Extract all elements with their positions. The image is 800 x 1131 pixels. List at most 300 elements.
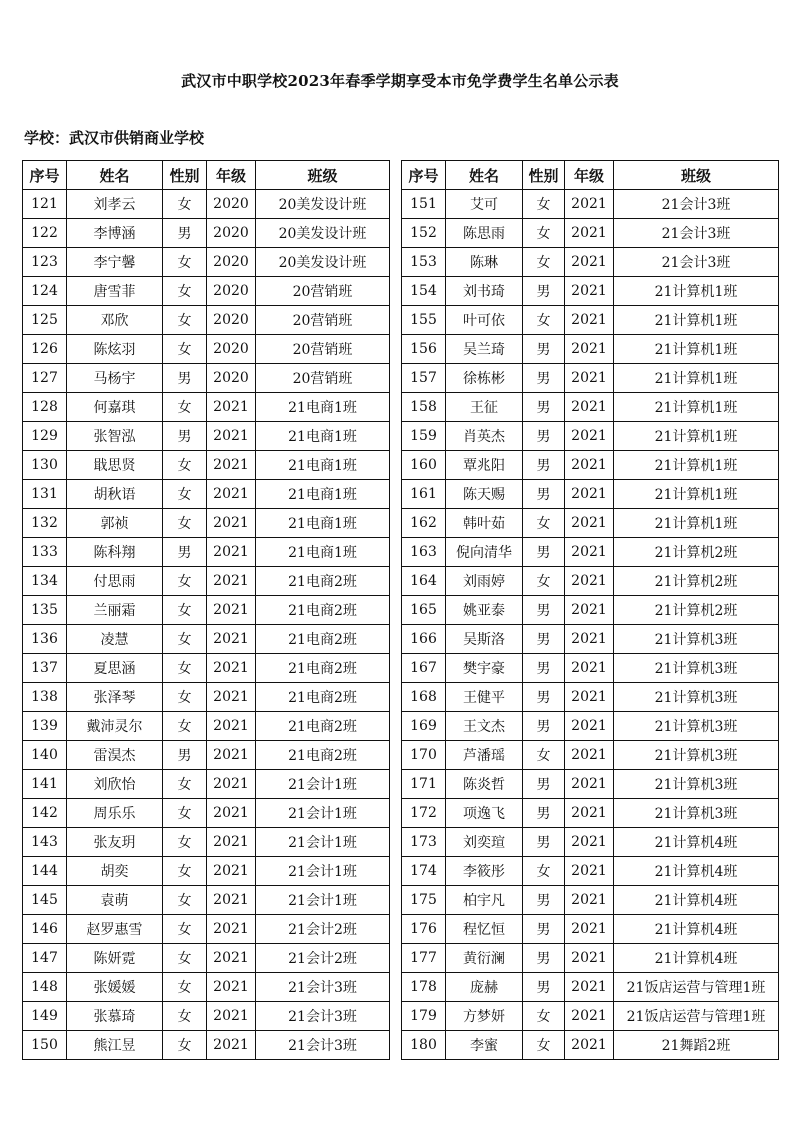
cell-class: 21会计1班 bbox=[256, 886, 390, 915]
table-row bbox=[23, 799, 390, 828]
cell-gender: 男 bbox=[523, 944, 565, 973]
table-row bbox=[23, 886, 390, 915]
cell-class: 21会计3班 bbox=[614, 219, 779, 248]
cell-grade: 2021 bbox=[207, 944, 256, 973]
table-row bbox=[23, 596, 390, 625]
cell-index: 167 bbox=[402, 654, 446, 683]
cell-grade: 2021 bbox=[565, 248, 614, 277]
cell-name: 柏宇凡 bbox=[446, 886, 523, 915]
cell-index: 151 bbox=[402, 190, 446, 219]
table-row bbox=[23, 625, 390, 654]
cell-class: 21计算机2班 bbox=[614, 538, 779, 567]
table-row bbox=[402, 596, 779, 625]
cell-grade: 2021 bbox=[565, 335, 614, 364]
cell-gender: 女 bbox=[523, 306, 565, 335]
cell-gender: 女 bbox=[163, 654, 207, 683]
cell-name: 胡奕 bbox=[67, 857, 163, 886]
table-row bbox=[23, 1002, 390, 1031]
cell-name: 李筱彤 bbox=[446, 857, 523, 886]
cell-grade: 2021 bbox=[207, 770, 256, 799]
cell-class: 21计算机4班 bbox=[614, 944, 779, 973]
cell-grade: 2021 bbox=[565, 828, 614, 857]
cell-index: 147 bbox=[23, 944, 67, 973]
cell-index: 137 bbox=[23, 654, 67, 683]
cell-name: 姚亚泰 bbox=[446, 596, 523, 625]
cell-index: 126 bbox=[23, 335, 67, 364]
cell-grade: 2021 bbox=[207, 915, 256, 944]
cell-grade: 2021 bbox=[207, 596, 256, 625]
header-gender: 性别 bbox=[163, 161, 207, 190]
cell-gender: 女 bbox=[163, 625, 207, 654]
cell-name: 肖英杰 bbox=[446, 422, 523, 451]
cell-grade: 2021 bbox=[565, 915, 614, 944]
cell-grade: 2021 bbox=[207, 857, 256, 886]
cell-gender: 女 bbox=[523, 219, 565, 248]
cell-class: 21会计1班 bbox=[256, 828, 390, 857]
cell-class: 21会计2班 bbox=[256, 944, 390, 973]
cell-grade: 2021 bbox=[207, 625, 256, 654]
cell-grade: 2020 bbox=[207, 364, 256, 393]
cell-name: 陈天赐 bbox=[446, 480, 523, 509]
cell-class: 21会计3班 bbox=[256, 973, 390, 1002]
table-row bbox=[402, 393, 779, 422]
cell-name: 戴沛灵尔 bbox=[67, 712, 163, 741]
table-row bbox=[23, 422, 390, 451]
table-row bbox=[402, 712, 779, 741]
cell-index: 178 bbox=[402, 973, 446, 1002]
cell-class: 21饭店运营与管理1班 bbox=[614, 1002, 779, 1031]
cell-gender: 男 bbox=[523, 973, 565, 1002]
page-title: 武汉市中职学校2023年春季学期享受本市免学费学生名单公示表 bbox=[181, 72, 619, 90]
cell-index: 153 bbox=[402, 248, 446, 277]
table-row bbox=[402, 306, 779, 335]
cell-grade: 2021 bbox=[207, 973, 256, 1002]
cell-class: 21电商2班 bbox=[256, 712, 390, 741]
table-row bbox=[23, 538, 390, 567]
cell-grade: 2021 bbox=[207, 654, 256, 683]
cell-grade: 2021 bbox=[565, 857, 614, 886]
cell-gender: 男 bbox=[523, 422, 565, 451]
cell-index: 121 bbox=[23, 190, 67, 219]
cell-gender: 女 bbox=[523, 1002, 565, 1031]
table-row bbox=[402, 335, 779, 364]
cell-name: 李宁馨 bbox=[67, 248, 163, 277]
cell-index: 172 bbox=[402, 799, 446, 828]
cell-gender: 男 bbox=[163, 538, 207, 567]
cell-class: 21计算机1班 bbox=[614, 509, 779, 538]
cell-name: 张泽琴 bbox=[67, 683, 163, 712]
cell-grade: 2021 bbox=[565, 973, 614, 1002]
table-row bbox=[402, 451, 779, 480]
cell-grade: 2020 bbox=[207, 190, 256, 219]
cell-class: 20营销班 bbox=[256, 364, 390, 393]
cell-gender: 男 bbox=[163, 422, 207, 451]
cell-name: 吴斯洛 bbox=[446, 625, 523, 654]
cell-class: 20营销班 bbox=[256, 335, 390, 364]
cell-gender: 女 bbox=[523, 857, 565, 886]
cell-name: 陈科翔 bbox=[67, 538, 163, 567]
cell-name: 王征 bbox=[446, 393, 523, 422]
cell-gender: 女 bbox=[163, 335, 207, 364]
cell-class: 21电商2班 bbox=[256, 596, 390, 625]
cell-grade: 2021 bbox=[565, 944, 614, 973]
cell-class: 21计算机4班 bbox=[614, 886, 779, 915]
cell-name: 张友玥 bbox=[67, 828, 163, 857]
cell-gender: 女 bbox=[163, 393, 207, 422]
cell-gender: 男 bbox=[523, 770, 565, 799]
table-row bbox=[402, 770, 779, 799]
cell-index: 164 bbox=[402, 567, 446, 596]
cell-gender: 女 bbox=[163, 799, 207, 828]
cell-class: 21电商1班 bbox=[256, 451, 390, 480]
table-row bbox=[402, 625, 779, 654]
table-row bbox=[402, 509, 779, 538]
cell-name: 马杨宇 bbox=[67, 364, 163, 393]
table-row bbox=[402, 1002, 779, 1031]
cell-name: 陈炎哲 bbox=[446, 770, 523, 799]
cell-grade: 2021 bbox=[565, 596, 614, 625]
cell-index: 125 bbox=[23, 306, 67, 335]
cell-index: 131 bbox=[23, 480, 67, 509]
cell-class: 21电商2班 bbox=[256, 741, 390, 770]
table-row bbox=[402, 248, 779, 277]
cell-gender: 男 bbox=[163, 219, 207, 248]
table-row bbox=[402, 741, 779, 770]
cell-index: 179 bbox=[402, 1002, 446, 1031]
cell-name: 胡秋语 bbox=[67, 480, 163, 509]
cell-index: 122 bbox=[23, 219, 67, 248]
header-gender: 性别 bbox=[523, 161, 565, 190]
cell-gender: 女 bbox=[163, 306, 207, 335]
cell-grade: 2021 bbox=[207, 509, 256, 538]
cell-index: 168 bbox=[402, 683, 446, 712]
table-row bbox=[23, 828, 390, 857]
cell-index: 136 bbox=[23, 625, 67, 654]
cell-grade: 2021 bbox=[207, 1031, 256, 1060]
student-table-right bbox=[401, 160, 779, 1060]
cell-index: 160 bbox=[402, 451, 446, 480]
cell-grade: 2021 bbox=[565, 509, 614, 538]
cell-class: 21计算机1班 bbox=[614, 393, 779, 422]
cell-index: 123 bbox=[23, 248, 67, 277]
cell-class: 21会计3班 bbox=[614, 190, 779, 219]
cell-gender: 女 bbox=[163, 190, 207, 219]
cell-name: 李蜜 bbox=[446, 1031, 523, 1060]
cell-grade: 2020 bbox=[207, 306, 256, 335]
table-row bbox=[402, 799, 779, 828]
cell-grade: 2021 bbox=[565, 190, 614, 219]
cell-gender: 女 bbox=[163, 1002, 207, 1031]
cell-gender: 女 bbox=[523, 190, 565, 219]
cell-index: 141 bbox=[23, 770, 67, 799]
cell-gender: 女 bbox=[163, 857, 207, 886]
cell-grade: 2020 bbox=[207, 277, 256, 306]
cell-grade: 2021 bbox=[565, 567, 614, 596]
cell-gender: 女 bbox=[163, 480, 207, 509]
table-row bbox=[23, 654, 390, 683]
header-name: 姓名 bbox=[446, 161, 523, 190]
table-row bbox=[402, 915, 779, 944]
cell-index: 148 bbox=[23, 973, 67, 1002]
cell-gender: 女 bbox=[163, 828, 207, 857]
header-index: 序号 bbox=[23, 161, 67, 190]
table-row bbox=[23, 567, 390, 596]
table-row bbox=[402, 364, 779, 393]
cell-grade: 2020 bbox=[207, 335, 256, 364]
cell-index: 144 bbox=[23, 857, 67, 886]
cell-index: 176 bbox=[402, 915, 446, 944]
cell-index: 154 bbox=[402, 277, 446, 306]
cell-name: 王健平 bbox=[446, 683, 523, 712]
cell-gender: 女 bbox=[163, 712, 207, 741]
cell-index: 130 bbox=[23, 451, 67, 480]
cell-gender: 男 bbox=[523, 625, 565, 654]
cell-name: 程忆恒 bbox=[446, 915, 523, 944]
cell-gender: 女 bbox=[163, 915, 207, 944]
cell-index: 135 bbox=[23, 596, 67, 625]
cell-index: 132 bbox=[23, 509, 67, 538]
cell-index: 173 bbox=[402, 828, 446, 857]
cell-index: 133 bbox=[23, 538, 67, 567]
cell-class: 21计算机3班 bbox=[614, 712, 779, 741]
cell-name: 刘奕瑄 bbox=[446, 828, 523, 857]
table-row bbox=[23, 509, 390, 538]
cell-class: 21计算机1班 bbox=[614, 422, 779, 451]
cell-name: 刘雨婷 bbox=[446, 567, 523, 596]
cell-class: 21会计3班 bbox=[256, 1031, 390, 1060]
cell-index: 177 bbox=[402, 944, 446, 973]
table-row bbox=[23, 915, 390, 944]
table-row bbox=[23, 973, 390, 1002]
cell-name: 郭祯 bbox=[67, 509, 163, 538]
cell-name: 熊江昱 bbox=[67, 1031, 163, 1060]
cell-grade: 2021 bbox=[207, 480, 256, 509]
cell-class: 21舞蹈2班 bbox=[614, 1031, 779, 1060]
cell-class: 21电商2班 bbox=[256, 654, 390, 683]
cell-grade: 2021 bbox=[565, 712, 614, 741]
cell-gender: 男 bbox=[523, 335, 565, 364]
cell-name: 李博涵 bbox=[67, 219, 163, 248]
table-row bbox=[23, 770, 390, 799]
cell-index: 169 bbox=[402, 712, 446, 741]
cell-class: 21计算机3班 bbox=[614, 799, 779, 828]
cell-gender: 女 bbox=[523, 741, 565, 770]
table-header-row bbox=[23, 161, 390, 190]
cell-grade: 2021 bbox=[565, 306, 614, 335]
cell-grade: 2021 bbox=[207, 393, 256, 422]
cell-gender: 男 bbox=[163, 364, 207, 393]
header-class: 班级 bbox=[256, 161, 390, 190]
cell-grade: 2021 bbox=[207, 712, 256, 741]
cell-index: 140 bbox=[23, 741, 67, 770]
cell-gender: 女 bbox=[163, 1031, 207, 1060]
cell-name: 周乐乐 bbox=[67, 799, 163, 828]
table-row bbox=[23, 306, 390, 335]
table-row bbox=[23, 712, 390, 741]
cell-class: 21计算机1班 bbox=[614, 480, 779, 509]
cell-index: 163 bbox=[402, 538, 446, 567]
cell-name: 陈妍霓 bbox=[67, 944, 163, 973]
cell-gender: 女 bbox=[163, 944, 207, 973]
cell-grade: 2021 bbox=[565, 741, 614, 770]
cell-index: 165 bbox=[402, 596, 446, 625]
cell-class: 21计算机1班 bbox=[614, 306, 779, 335]
header-grade: 年级 bbox=[207, 161, 256, 190]
cell-grade: 2021 bbox=[565, 451, 614, 480]
cell-grade: 2021 bbox=[207, 567, 256, 596]
cell-index: 124 bbox=[23, 277, 67, 306]
cell-gender: 女 bbox=[163, 683, 207, 712]
cell-gender: 女 bbox=[163, 886, 207, 915]
cell-gender: 男 bbox=[523, 480, 565, 509]
cell-index: 138 bbox=[23, 683, 67, 712]
table-row bbox=[23, 451, 390, 480]
school-name: 学校：武汉市供销商业学校 bbox=[24, 129, 205, 147]
cell-gender: 男 bbox=[523, 596, 565, 625]
header-grade: 年级 bbox=[565, 161, 614, 190]
table-row bbox=[23, 277, 390, 306]
cell-gender: 女 bbox=[163, 973, 207, 1002]
cell-index: 175 bbox=[402, 886, 446, 915]
cell-class: 21会计2班 bbox=[256, 915, 390, 944]
cell-gender: 男 bbox=[523, 451, 565, 480]
cell-class: 21会计1班 bbox=[256, 770, 390, 799]
table-row bbox=[23, 393, 390, 422]
cell-class: 21会计1班 bbox=[256, 857, 390, 886]
table-row bbox=[402, 190, 779, 219]
cell-index: 128 bbox=[23, 393, 67, 422]
cell-name: 何嘉琪 bbox=[67, 393, 163, 422]
cell-grade: 2021 bbox=[565, 1002, 614, 1031]
table-row bbox=[23, 683, 390, 712]
cell-name: 黄衍澜 bbox=[446, 944, 523, 973]
table-row bbox=[402, 422, 779, 451]
cell-gender: 女 bbox=[523, 1031, 565, 1060]
cell-name: 陈琳 bbox=[446, 248, 523, 277]
cell-grade: 2021 bbox=[207, 683, 256, 712]
cell-name: 戢思贤 bbox=[67, 451, 163, 480]
cell-gender: 男 bbox=[523, 712, 565, 741]
cell-index: 129 bbox=[23, 422, 67, 451]
cell-index: 170 bbox=[402, 741, 446, 770]
cell-class: 21计算机1班 bbox=[614, 451, 779, 480]
cell-name: 陈炫羽 bbox=[67, 335, 163, 364]
cell-class: 21计算机3班 bbox=[614, 654, 779, 683]
cell-index: 150 bbox=[23, 1031, 67, 1060]
cell-name: 倪向清华 bbox=[446, 538, 523, 567]
cell-name: 陈思雨 bbox=[446, 219, 523, 248]
cell-name: 袁萌 bbox=[67, 886, 163, 915]
table-body-left bbox=[23, 190, 390, 1060]
cell-class: 21计算机2班 bbox=[614, 596, 779, 625]
table-header-row bbox=[402, 161, 779, 190]
cell-class: 21计算机1班 bbox=[614, 335, 779, 364]
cell-gender: 男 bbox=[523, 915, 565, 944]
cell-class: 21计算机1班 bbox=[614, 277, 779, 306]
cell-gender: 男 bbox=[523, 393, 565, 422]
header-class: 班级 bbox=[614, 161, 779, 190]
cell-grade: 2021 bbox=[565, 654, 614, 683]
cell-name: 夏思涵 bbox=[67, 654, 163, 683]
table-row bbox=[402, 944, 779, 973]
cell-name: 叶可依 bbox=[446, 306, 523, 335]
cell-class: 20美发设计班 bbox=[256, 219, 390, 248]
cell-grade: 2020 bbox=[207, 219, 256, 248]
cell-gender: 男 bbox=[523, 886, 565, 915]
cell-class: 20营销班 bbox=[256, 306, 390, 335]
cell-grade: 2021 bbox=[207, 451, 256, 480]
cell-gender: 男 bbox=[523, 277, 565, 306]
cell-grade: 2021 bbox=[565, 886, 614, 915]
cell-grade: 2021 bbox=[565, 799, 614, 828]
student-table-left bbox=[22, 160, 390, 1060]
table-row bbox=[402, 683, 779, 712]
cell-name: 芦潘瑶 bbox=[446, 741, 523, 770]
cell-index: 159 bbox=[402, 422, 446, 451]
cell-grade: 2021 bbox=[207, 422, 256, 451]
cell-gender: 女 bbox=[163, 596, 207, 625]
cell-class: 20美发设计班 bbox=[256, 190, 390, 219]
cell-grade: 2021 bbox=[207, 1002, 256, 1031]
cell-gender: 男 bbox=[163, 741, 207, 770]
cell-name: 凌慧 bbox=[67, 625, 163, 654]
cell-grade: 2021 bbox=[565, 538, 614, 567]
cell-grade: 2021 bbox=[207, 799, 256, 828]
table-row bbox=[23, 219, 390, 248]
cell-class: 21计算机3班 bbox=[614, 770, 779, 799]
cell-index: 152 bbox=[402, 219, 446, 248]
table-row bbox=[23, 857, 390, 886]
cell-grade: 2021 bbox=[565, 364, 614, 393]
table-row bbox=[402, 857, 779, 886]
cell-gender: 女 bbox=[163, 770, 207, 799]
table-row bbox=[402, 828, 779, 857]
cell-class: 21饭店运营与管理1班 bbox=[614, 973, 779, 1002]
cell-class: 21电商1班 bbox=[256, 480, 390, 509]
cell-class: 21计算机1班 bbox=[614, 364, 779, 393]
cell-grade: 2021 bbox=[207, 741, 256, 770]
cell-class: 21计算机4班 bbox=[614, 828, 779, 857]
cell-grade: 2021 bbox=[565, 277, 614, 306]
cell-name: 张媛媛 bbox=[67, 973, 163, 1002]
cell-grade: 2021 bbox=[207, 828, 256, 857]
cell-grade: 2021 bbox=[565, 393, 614, 422]
cell-name: 刘欣怡 bbox=[67, 770, 163, 799]
cell-name: 艾可 bbox=[446, 190, 523, 219]
header-index: 序号 bbox=[402, 161, 446, 190]
cell-gender: 女 bbox=[163, 509, 207, 538]
cell-gender: 女 bbox=[523, 567, 565, 596]
cell-grade: 2021 bbox=[565, 219, 614, 248]
cell-name: 张慕琦 bbox=[67, 1002, 163, 1031]
cell-name: 雷淏杰 bbox=[67, 741, 163, 770]
cell-name: 赵罗惠雪 bbox=[67, 915, 163, 944]
cell-grade: 2021 bbox=[565, 625, 614, 654]
cell-index: 156 bbox=[402, 335, 446, 364]
cell-name: 樊宇豪 bbox=[446, 654, 523, 683]
cell-grade: 2021 bbox=[207, 538, 256, 567]
cell-index: 161 bbox=[402, 480, 446, 509]
cell-gender: 男 bbox=[523, 828, 565, 857]
table-row bbox=[402, 277, 779, 306]
cell-gender: 女 bbox=[523, 509, 565, 538]
cell-name: 付思雨 bbox=[67, 567, 163, 596]
cell-class: 21计算机3班 bbox=[614, 741, 779, 770]
cell-index: 146 bbox=[23, 915, 67, 944]
cell-index: 171 bbox=[402, 770, 446, 799]
header-name: 姓名 bbox=[67, 161, 163, 190]
cell-class: 21计算机2班 bbox=[614, 567, 779, 596]
